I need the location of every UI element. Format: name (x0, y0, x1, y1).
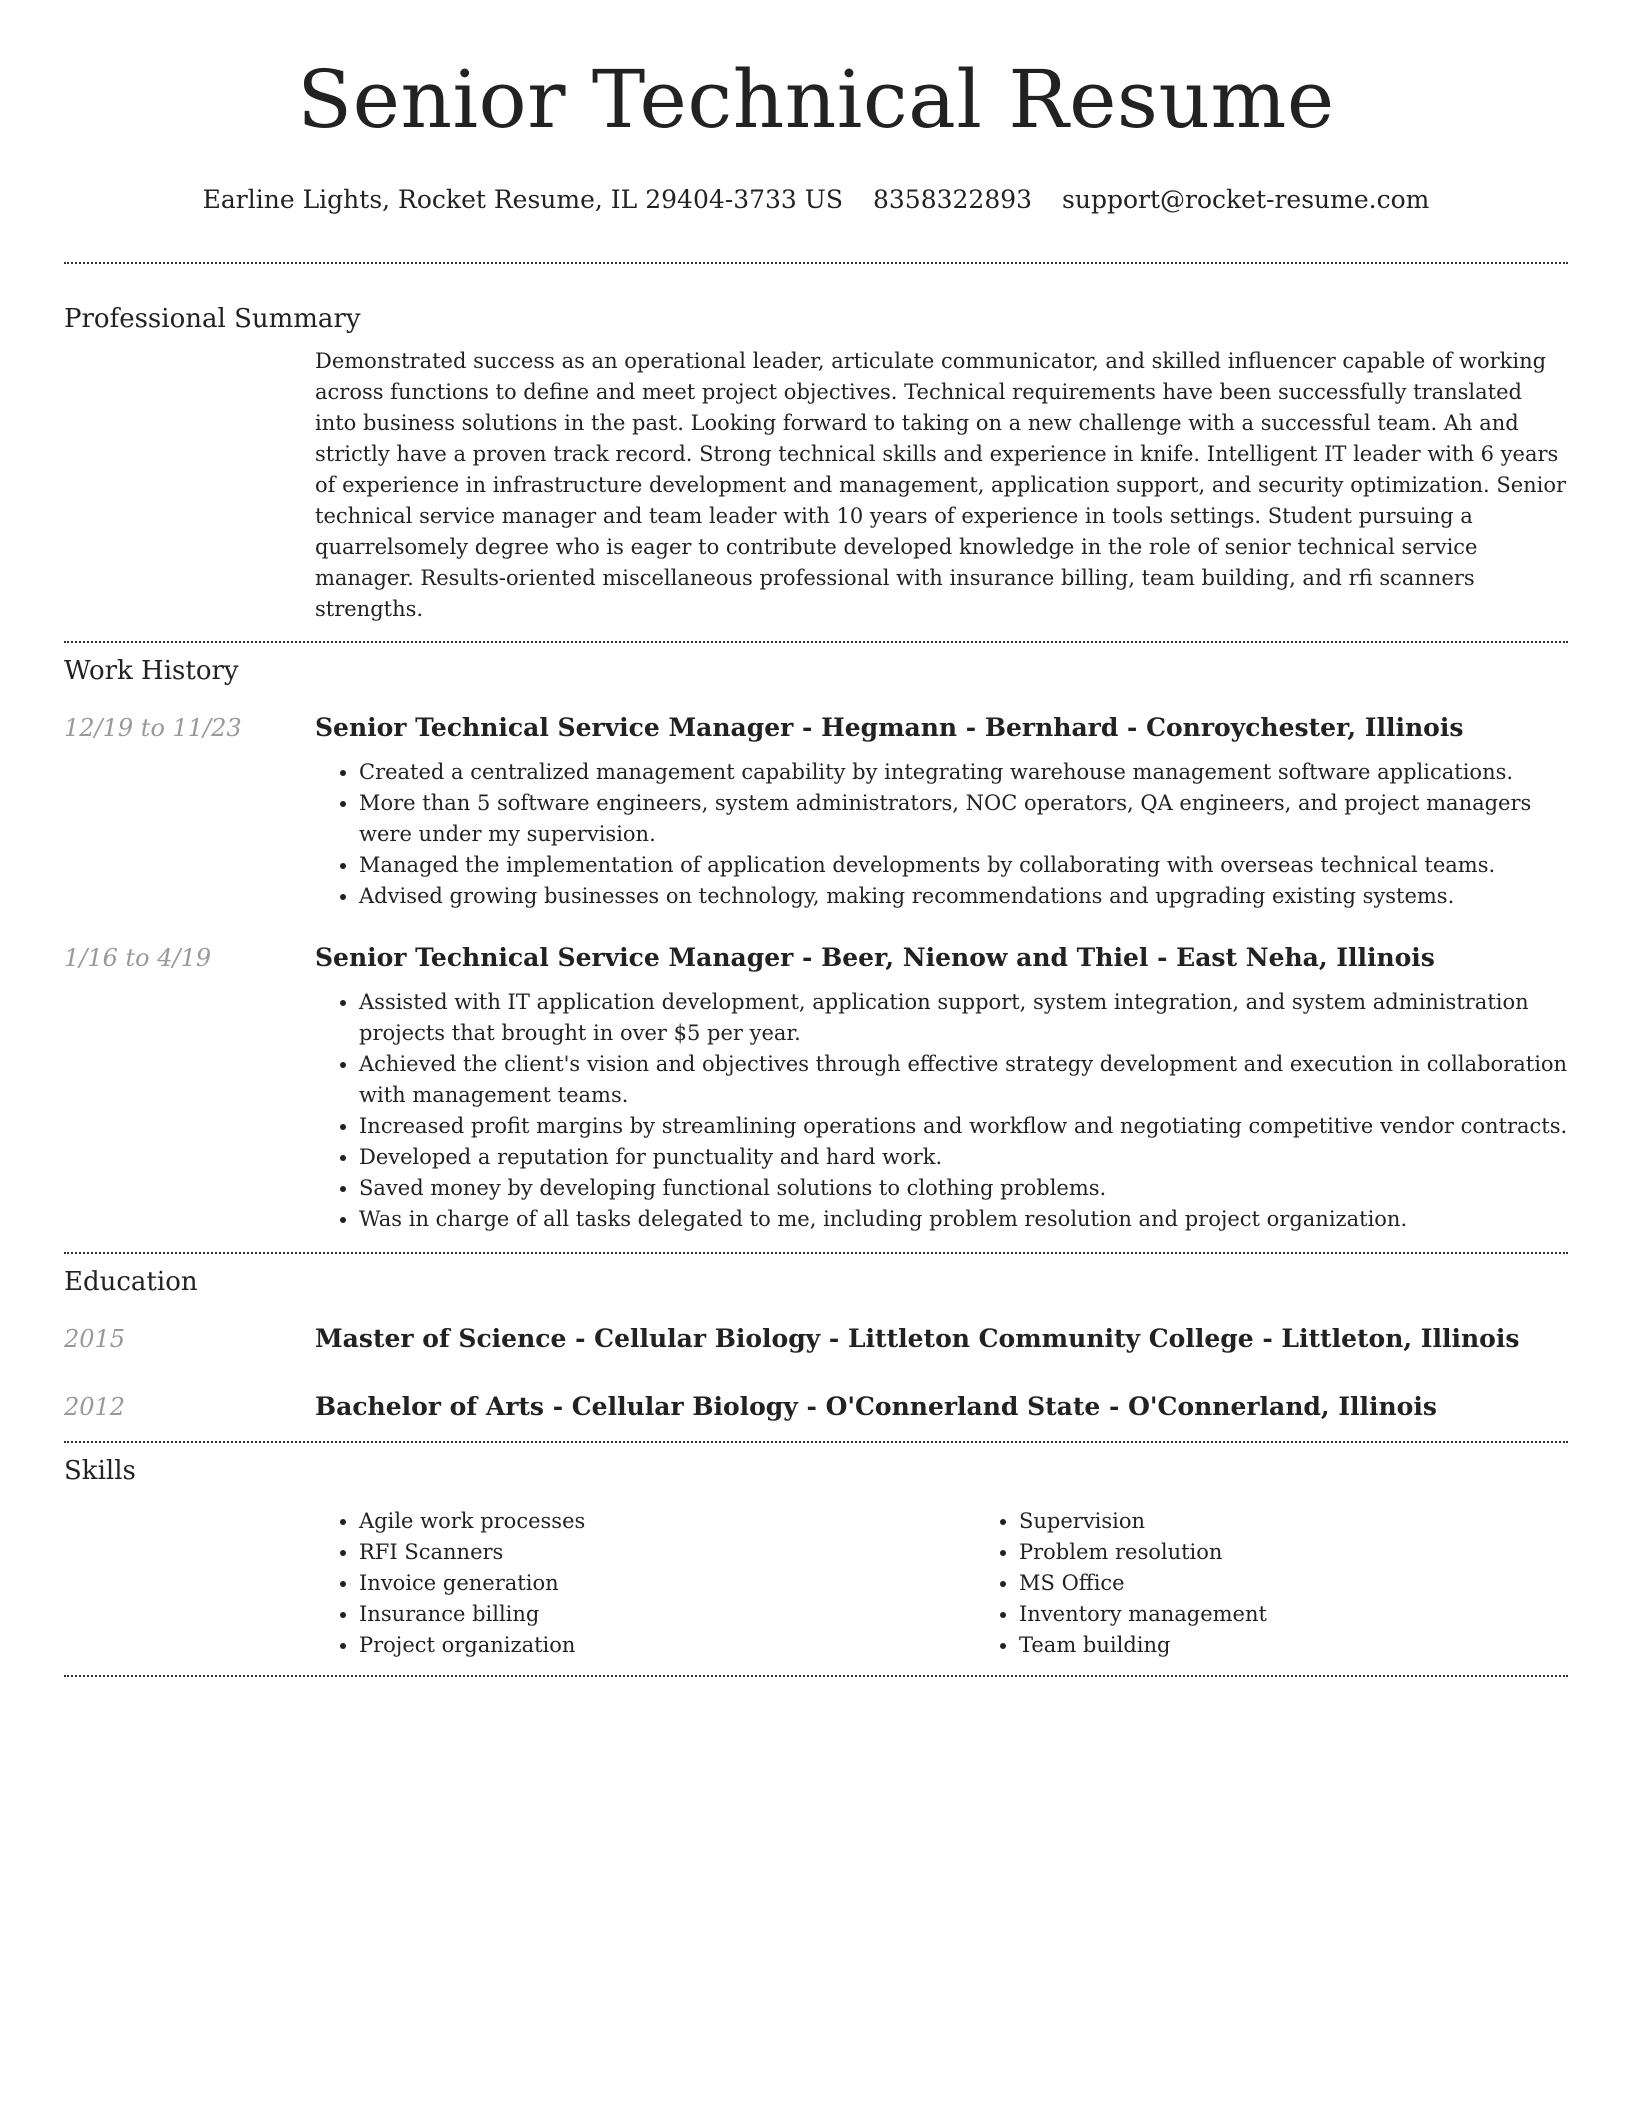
education-heading: Education (64, 1267, 198, 1297)
job-entry (64, 712, 1568, 912)
job-bullet: • Was in charge of all tasks delegated to me, including problem resolution and project organization. (359, 1204, 1568, 1235)
skill-item: • Invoice generation (359, 1568, 975, 1599)
skills-section (64, 1454, 1568, 1661)
job-bullet: • Advised growing businesses on technology, making recommendations and upgrading existing systems. (359, 881, 1568, 912)
skills-row (64, 1506, 1568, 1661)
education-year: 2012 (64, 1393, 126, 1421)
education-details (315, 1391, 1568, 1423)
job-details (315, 942, 1568, 1235)
education-year: 2015 (64, 1325, 126, 1353)
section-divider (64, 1441, 1568, 1443)
work-history-heading: Work History (64, 656, 239, 686)
summary-row (64, 346, 1568, 625)
section-divider (64, 1675, 1568, 1677)
section-divider (64, 262, 1568, 264)
job-bullets (315, 987, 1568, 1235)
skills-list-right (975, 1506, 1632, 1661)
skill-item: • Team building (1019, 1630, 1632, 1661)
skill-item: • Project organization (359, 1630, 975, 1661)
education-degree: Master of Science - Cellular Biology - Littleton Community College - Littleton, Illinois (315, 1324, 1520, 1353)
education-entry (64, 1391, 1568, 1423)
education-degree: Bachelor of Arts - Cellular Biology - O'Connerland State - O'Connerland, Illinois (315, 1392, 1437, 1421)
job-bullet: • Managed the implementation of application developments by collaborating with overseas technical teams. (359, 850, 1568, 881)
job-dates: 1/16 to 4/19 (64, 944, 212, 972)
skills-heading: Skills (64, 1456, 136, 1486)
summary-heading: Professional Summary (64, 304, 361, 334)
skill-item: • Problem resolution (1019, 1537, 1632, 1568)
summary-body (315, 346, 1568, 625)
skill-item: • Agile work processes (359, 1506, 975, 1537)
section-divider (64, 641, 1568, 643)
job-bullet: • Achieved the client's vision and objectives through effective strategy development and execution in collaboration with management teams. (359, 1049, 1568, 1111)
skills-columns (315, 1506, 1632, 1661)
contact-phone: 8358322893 (872, 185, 1033, 214)
resume-title: Senior Technical Resume (297, 53, 1335, 146)
job-bullets (315, 757, 1568, 912)
skill-item: • Supervision (1019, 1506, 1632, 1537)
job-bullet: • Saved money by developing functional solutions to clothing problems. (359, 1173, 1568, 1204)
contact-line (64, 184, 1568, 216)
summary-text: Demonstrated success as an operational leader, articulate communicator, and skilled influencer capable of working across functions to define and meet project objectives. Technical requirements have been successfully translated into business solutions in the past. Looking forward to taking on a new challenge with a successful team. Ah and strictly have a proven track record. Strong technical skills and experience in knife. Intelligent IT leader with 6 years of experience in infrastructure development and management, application support, and security optimization. Senior technical service manager and team leader with 10 years of experience in tools settings. Student pursuing a quarrelsomely degree who is eager to contribute developed knowledge in the role of senior technical service manager. Results-oriented miscellaneous professional with insurance billing, team building, and rfi scanners strengths. (315, 349, 1567, 621)
skill-item: • MS Office (1019, 1568, 1632, 1599)
contact-email: support@rocket-resume.com (1062, 185, 1430, 214)
skills-list-left (315, 1506, 975, 1661)
education-details (315, 1323, 1568, 1355)
job-heading: Senior Technical Service Manager - Hegmann - Bernhard - Conroychester, Illinois (315, 713, 1464, 742)
education-section (64, 1265, 1568, 1423)
summary-section (64, 302, 1568, 625)
work-history-section (64, 654, 1568, 1235)
education-entry (64, 1323, 1568, 1355)
job-heading: Senior Technical Service Manager - Beer, Nienow and Thiel - East Neha, Illinois (315, 943, 1435, 972)
job-bullet: • Created a centralized management capability by integrating warehouse management software applications. (359, 757, 1568, 788)
job-dates: 12/19 to 11/23 (64, 714, 242, 742)
skill-item: • RFI Scanners (359, 1537, 975, 1568)
section-divider (64, 1252, 1568, 1254)
job-bullet: • Increased profit margins by streamlining operations and workflow and negotiating competitive vendor contracts. (359, 1111, 1568, 1142)
job-bullet: • More than 5 software engineers, system administrators, NOC operators, QA engineers, and project managers were under my supervision. (359, 788, 1568, 850)
skill-item: • Insurance billing (359, 1599, 975, 1630)
job-bullet: • Assisted with IT application development, application support, system integration, and system administration projects that brought in over $5 per year. (359, 987, 1568, 1049)
skill-item: • Inventory management (1019, 1599, 1632, 1630)
job-entry (64, 942, 1568, 1235)
contact-address: Earline Lights, Rocket Resume, IL 29404-3733 US (202, 185, 843, 214)
job-bullet: • Developed a reputation for punctuality and hard work. (359, 1142, 1568, 1173)
job-details (315, 712, 1568, 912)
